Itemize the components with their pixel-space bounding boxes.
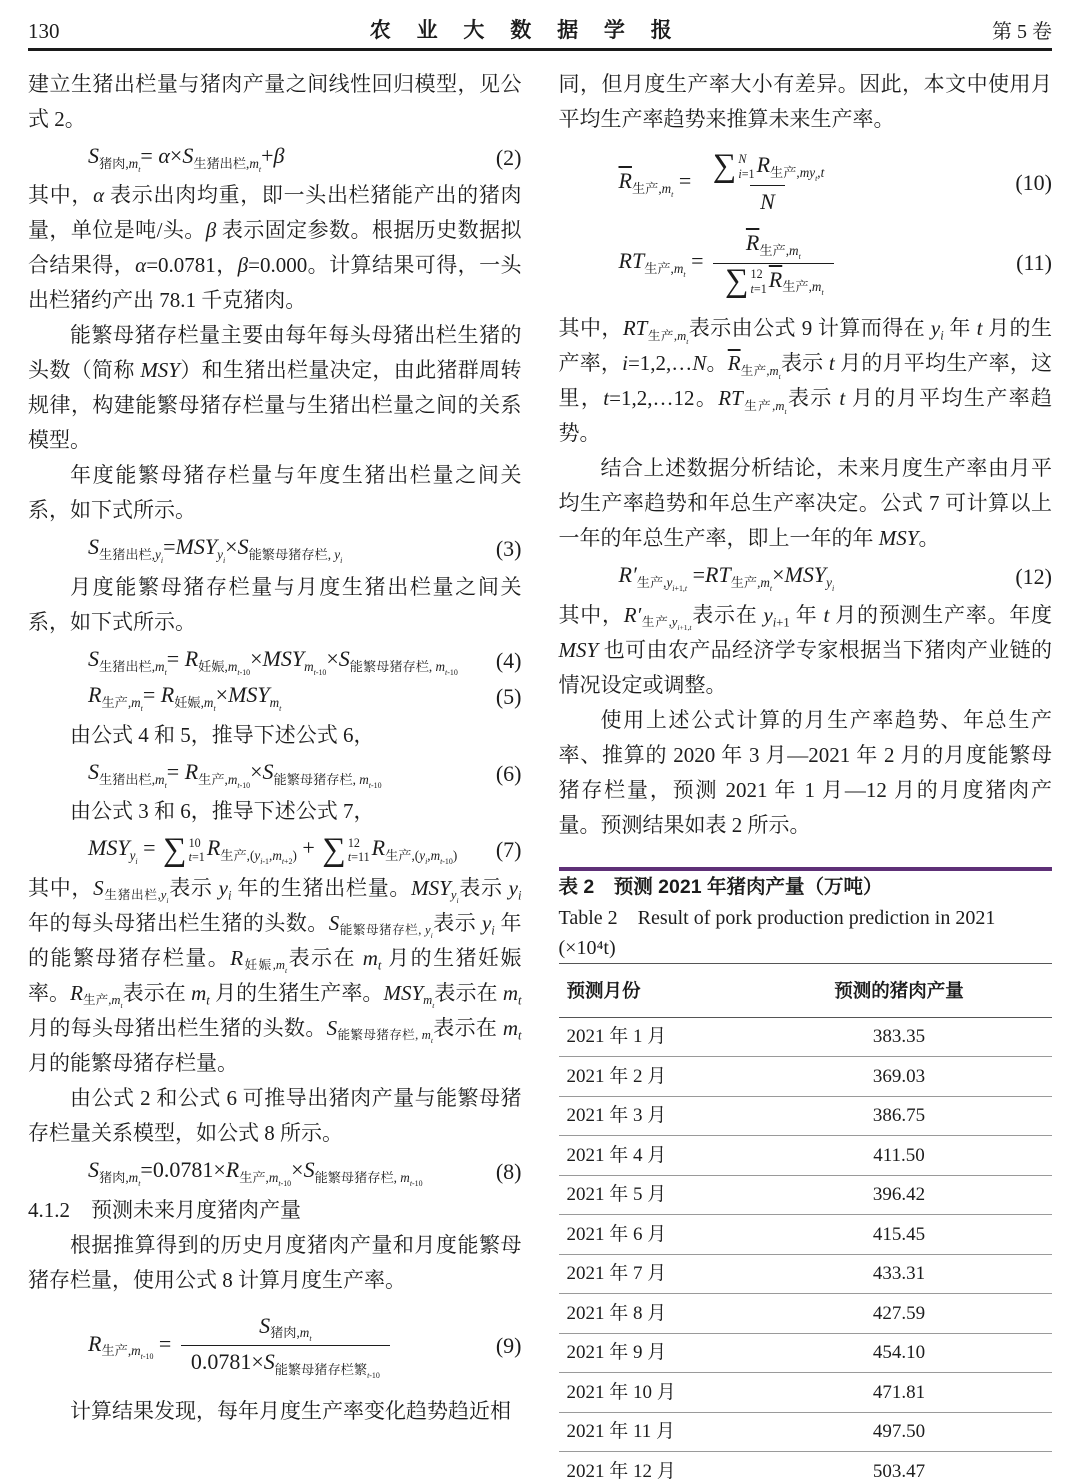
table-row — [559, 1057, 1053, 1097]
value-cell: 415.45 — [746, 1215, 1052, 1255]
volume-label: 第 5 卷 — [991, 21, 1052, 43]
equation-2-body: $S_{猪肉,m_t}= \alpha\times S_{生猪出栏,m_t}+\beta$ — [88, 143, 285, 174]
equation-9-number: (9) — [495, 1332, 522, 1358]
equation-9-body: $R_{生产,m_{t-10}}$ = $\frac{S_{猪肉,m_t}}{0.0781\times S_{能繁母猪存栏繁_{t-10}}}$ — [88, 1312, 488, 1380]
equation-7 — [28, 831, 522, 868]
equation-5-body: $R_{生产,m_t}= R_{妊娠,m_t}\times MSY_{m_t}$ — [88, 682, 282, 714]
value-cell: 369.03 — [746, 1057, 1052, 1097]
equation-4 — [28, 645, 522, 676]
equation-6-number: (6) — [495, 760, 522, 786]
equation-12-number: (12) — [1015, 564, 1052, 590]
paragraph-intro: 建立生猪出栏量与猪肉产量之间线性回归模型，见公式 2。 — [28, 72, 522, 131]
month-cell: 2021 年 6 月 — [559, 1215, 747, 1255]
left-column — [28, 67, 522, 1482]
equation-5 — [28, 681, 522, 712]
table-row — [559, 1373, 1053, 1413]
value-cell: 454.10 — [746, 1333, 1052, 1373]
equation-10-number: (10) — [1015, 170, 1052, 196]
month-cell: 2021 年 1 月 — [559, 1017, 747, 1057]
equation-11-number: (11) — [1016, 250, 1052, 276]
equation-3 — [28, 533, 522, 564]
table-row — [559, 1136, 1053, 1176]
value-cell: 383.35 — [746, 1017, 1052, 1057]
equation-10 — [559, 148, 1053, 215]
paragraph-where-definitions: 其中，$S_{生猪出栏,y_i}$表示 $y_i$ 年的生猪出栏量。$MSY_{y_i}$表示 $y_i$ 年的每头母猪出栏生猪的头数。$S_{能繁母猪存栏, y_i}$表示 $y_i$ 年的能繁母猪存栏量。$R_{妊娠,m_t}$表示在 $m_t$ 月的生猪妊娠率。$R_{生产,m_t}$表示在 $m_t$ 月的生猪生产率。$MSY_{m_t}$表示在 $m_t$ 月的每头母猪出栏生猪的头数。$S_{能繁母猪存栏, m_t}$表示在 $m_t$ 月的能繁母猪存栏量。 — [28, 876, 522, 1076]
month-cell: 2021 年 3 月 — [559, 1096, 747, 1136]
table-row — [559, 1096, 1053, 1136]
equation-8 — [28, 1156, 522, 1187]
equation-11 — [559, 229, 1053, 297]
table-2-section — [559, 867, 1053, 1482]
equation-6-body: $S_{生猪出栏,m_t}= R_{生产,m_{t-10}}\times S_{能繁母猪存栏, m_{t-10}}$ — [88, 758, 382, 790]
paragraph-where-rt: 其中，$RT_{生产,m_t}$表示由公式 9 计算而得在 $y_i$ 年 t 月的生产率，i=1,2,…N。$\overline{R}_{生产,m_t}$表示 t 月的月平均生产率，这里，t=1,2,…12。$RT_{生产,m_t}$表示 t 月的月平均生产率趋势。 — [558, 316, 1053, 446]
value-cell: 386.75 — [746, 1096, 1052, 1136]
value-cell: 497.50 — [746, 1412, 1052, 1452]
paragraph-usage: 使用上述公式计算的月生产率趋势、年总生产率、推算的 2020 年 3 月—2021 年 2 月的月度能繁母猪存栏量，预测 2021 年 1 月—12 月的月度猪肉产量。预测结果如表 2 所示。 — [558, 707, 1052, 837]
paragraph-calc: 根据推算得到的历史月度猪肉产量和月度能繁母猪存栏量，使用公式 8 计算月度生产率。 — [28, 1232, 522, 1292]
equation-6 — [28, 758, 522, 789]
table-row — [559, 1333, 1053, 1373]
page-header — [28, 0, 1052, 44]
equation-8-number: (8) — [495, 1159, 522, 1185]
table-header-production: 预测的猪肉产量 — [834, 979, 964, 1001]
month-cell: 2021 年 10 月 — [559, 1373, 747, 1413]
equation-7-body: $MSY_{y_i}$ = ∑ 10 t=1 $R_{生产,(y_{i-1},m_{t+2})}$ + ∑ 12 t=11 $R_{生产,(y_i,m_{t-10})}$ — [88, 831, 458, 868]
paragraph-model-8: 由公式 2 和公式 6 可推导出猪肉产量与能繁母猪存栏量关系模型，如公式 8 所示。 — [28, 1086, 522, 1146]
prediction-table — [559, 963, 1053, 1482]
month-cell: 2021 年 5 月 — [559, 1175, 747, 1215]
month-cell: 2021 年 9 月 — [559, 1333, 747, 1373]
right-column — [559, 67, 1053, 1482]
paragraph-continuation: 同，但月度生产率大小有差异。因此，本文中使用月平均生产率趋势来推算未来生产率。 — [558, 72, 1052, 131]
equation-4-body: $S_{生猪出栏,m_t}= R_{妊娠,m_{t-10}}\times MSY_{m_{t-10}}\times S_{能繁母猪存栏, m_{t-10}}$ — [88, 645, 458, 677]
table-caption-en: Table 2 Result of pork production prediction in 2021 (×10⁴t) — [558, 906, 996, 959]
equation-3-body: $S_{生猪出栏,y_i}=MSY_{y_i}\times S_{能繁母猪存栏, y_i}$ — [88, 534, 343, 566]
equation-12-body: $R'_{生产,y_{i+1,t}} =RT_{生产,m_t}\times MSY_{y_i}$ — [618, 562, 835, 593]
equation-4-number: (4) — [495, 647, 522, 673]
value-cell: 433.31 — [746, 1254, 1052, 1294]
month-cell: 2021 年 7 月 — [559, 1254, 747, 1294]
month-cell: 2021 年 12 月 — [566, 1460, 676, 1482]
table-caption-zh: 表 2 预测 2021 年猪肉产量（万吨） — [558, 875, 883, 898]
paragraph-where-predicted: 其中，$R'_{生产,y_{i+1,t}}$表示在 $y_{i+1}$ 年 t 月的预测生产率。年度 MSY 也可由农产品经济学专家根据当下猪肉产业链的情况设定或调整。 — [558, 602, 1053, 697]
paragraph-msy: 能繁母猪存栏量主要由每年每头母猪出栏生猪的头数（简称 MSY）和生猪出栏量决定，由此猪群周转规律，构建能繁母猪存栏量与生猪出栏量之间的关系模型。 — [28, 323, 522, 453]
month-cell: 2021 年 4 月 — [559, 1136, 747, 1176]
page-number: 130 — [28, 19, 60, 43]
value-cell: 503.47 — [872, 1460, 926, 1482]
paragraph-derive-7: 由公式 3 和 6，推导下述公式 7， — [70, 799, 375, 824]
equation-5-number: (5) — [495, 684, 522, 710]
paragraph-combine: 结合上述数据分析结论，未来月度生产率由月平均生产率趋势和年总生产率决定。公式 7 可计算以上一年的年总生产率，即上一年的年 MSY。 — [558, 456, 1052, 551]
value-cell: 411.50 — [746, 1136, 1052, 1176]
value-cell: 427.59 — [746, 1294, 1052, 1334]
table-row — [559, 1175, 1053, 1215]
value-cell: 396.42 — [746, 1175, 1052, 1215]
paragraph-alpha-beta: 其中，α 表示出肉均重，即一头出栏猪能产出的猪肉量，单位是吨/头。β 表示固定参数。根据历史数据拟合结果得，α=0.0781，β=0.000。计算结果可得，一头出栏猪约产出 78.1 千克猪肉。 — [28, 183, 522, 313]
journal-title: 农 业 大 数 据 学 报 — [369, 19, 682, 42]
table-body — [559, 1017, 1053, 1482]
month-cell: 2021 年 11 月 — [559, 1412, 747, 1452]
equation-3-number: (3) — [495, 536, 522, 562]
paragraph-derive-6: 由公式 4 和 5，推导下述公式 6， — [70, 722, 375, 747]
equation-2-number: (2) — [495, 144, 522, 170]
value-cell: 471.81 — [746, 1373, 1052, 1413]
table-row — [559, 1215, 1053, 1255]
equation-8-body: $S_{猪肉,m_t}=0.0781\times R_{生产,m_{t-10}}\times S_{能繁母猪存栏, m_{t-10}}$ — [88, 1157, 423, 1188]
table-row — [559, 1254, 1053, 1294]
paragraph-result: 计算结果发现，每年月度生产率变化趋势趋近相 — [70, 1398, 511, 1423]
table-row — [559, 1452, 1053, 1482]
month-cell: 2021 年 8 月 — [559, 1294, 747, 1334]
table-header-row — [559, 963, 1053, 1017]
paragraph-monthly: 月度能繁母猪存栏量与月度生猪出栏量之间关系，如下式所示。 — [28, 574, 522, 634]
month-cell: 2021 年 2 月 — [559, 1057, 747, 1097]
paragraph-annual: 年度能繁母猪存栏量与年度生猪出栏量之间关系，如下式所示。 — [28, 463, 522, 523]
two-column-body — [28, 51, 1052, 1482]
table-row — [559, 1294, 1053, 1334]
section-heading-412: 4.1.2 预测未来月度猪肉产量 — [28, 1197, 301, 1222]
equation-10-body: $\overline{R}_{生产,m_t}$ = ∑ N i=1 $R_{生产,my_t,t}$ N — [618, 148, 825, 214]
equation-11-body: $RT_{生产,m_t}$ = $\overline{R}_{生产,m_t}$ ∑ 12 t=1 $\overline{R}_{生产,m_t}$ — [619, 229, 1009, 297]
table-header-month: 预测月份 — [566, 979, 641, 1001]
equation-2 — [28, 142, 522, 173]
table-row — [559, 1017, 1053, 1057]
equation-9 — [28, 1312, 522, 1380]
equation-7-number: (7) — [495, 837, 522, 863]
equation-12 — [559, 561, 1053, 592]
table-row — [559, 1412, 1053, 1452]
